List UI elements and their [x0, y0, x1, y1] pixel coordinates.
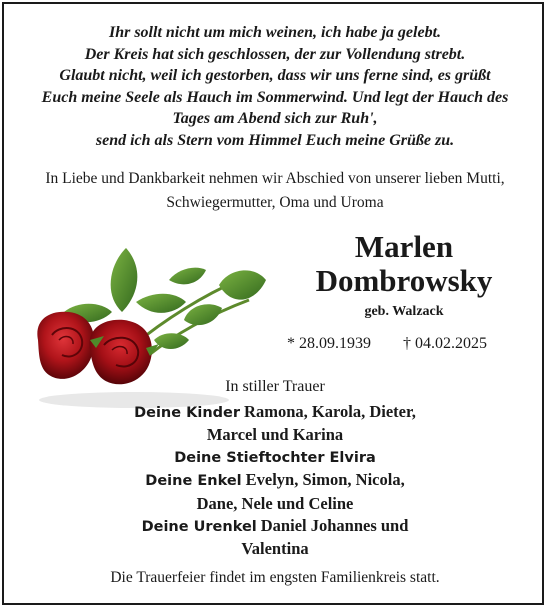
poem: [4, 22, 546, 151]
intro-text: [4, 167, 546, 215]
mourners-list: [4, 401, 546, 561]
funeral-note: Die Trauerfeier findet im engsten Familienkreis statt.: [110, 569, 440, 586]
urenkel-names: Daniel Johannes und: [260, 516, 409, 536]
poem-line: Glaubt nicht, weil ich gestorben, dass wir uns ferne sind, es grüßt: [59, 67, 491, 84]
enkel-label: Deine Enkel: [145, 473, 242, 490]
poem-line: Tages am Abend sich zur Ruh',: [172, 110, 378, 127]
mourner-line: [4, 493, 546, 515]
stieftochter-line: Deine Stieftochter Elvira: [174, 449, 376, 466]
poem-line: Der Kreis hat sich geschlossen, der zur Vollendung strebt.: [84, 45, 466, 63]
death-date: † 04.02.2025: [403, 335, 487, 352]
mourning-heading: In stiller Trauer: [225, 378, 325, 395]
obituary-frame: [2, 2, 544, 605]
poem-line: send ich als Stern vom Himmel Euch meine Grüße zu.: [95, 131, 455, 149]
maiden-name: geb. Walzack: [364, 304, 444, 319]
mourner-line: [4, 424, 546, 446]
poem-line: Euch meine Seele als Hauch im Sommerwind. Und legt der Hauch des: [41, 88, 509, 106]
urenkel-names-cont: Valentina: [241, 539, 309, 559]
mourner-line: [4, 469, 546, 492]
kinder-label: Deine Kinder: [134, 405, 241, 421]
kinder-names-cont: Marcel und Karina: [206, 425, 344, 445]
mourner-line: [4, 515, 546, 538]
intro-line: Schwiegermutter, Oma und Uroma: [166, 194, 384, 211]
mourner-line: [4, 538, 546, 560]
mourner-line: [4, 401, 546, 424]
intro-line: In Liebe und Dankbarkeit nehmen wir Abschied von unserer lieben Mutti,: [45, 170, 505, 187]
deceased-first-name: Marlen: [354, 229, 454, 264]
birth-date: * 28.09.1939: [287, 335, 371, 352]
poem-line: Ihr sollt nicht um mich weinen, ich habe ja gelebt.: [108, 24, 442, 41]
kinder-names: Ramona, Karola, Dieter,: [244, 402, 416, 421]
mourner-line: [4, 447, 546, 469]
enkel-names-cont: Dane, Nele und Celine: [196, 493, 354, 513]
urenkel-label: Deine Urenkel: [141, 519, 257, 536]
deceased-last-name: Dombrowsky: [315, 263, 493, 298]
enkel-names: Evelyn, Simon, Nicola,: [245, 470, 405, 490]
